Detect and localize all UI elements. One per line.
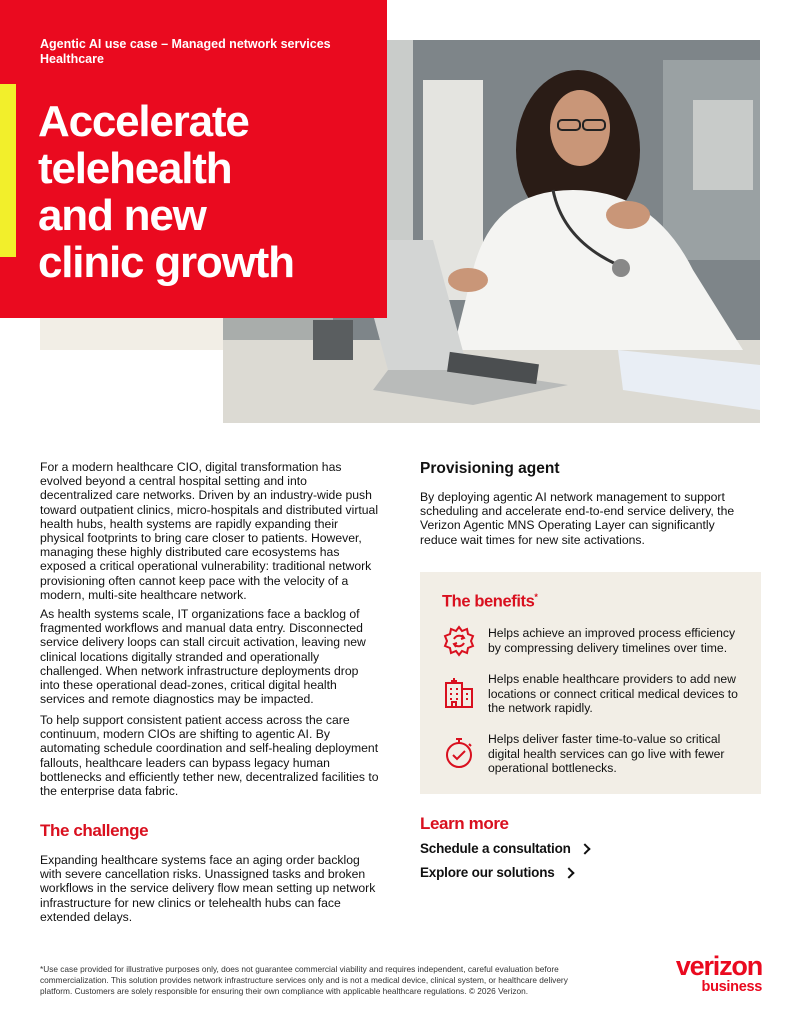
gear-arrows-icon: [442, 624, 476, 658]
eyebrow-label: [40, 37, 370, 67]
logo-wordmark: verizon: [675, 951, 762, 981]
headline-line-4: clinic growth: [38, 238, 294, 287]
schedule-consultation-label: Schedule a consultation: [420, 841, 571, 856]
footnote: *Use case provided for illustrative purposes only, does not guarantee commercial viability and requires independent, careful evaluation before commercialization. This solution provides network infrastructure services only and is not a medical device, clinical system, or healthcare delivery platform. Customers are solely responsible for ensuring their own compliance with applicable healthcare regulations. © 2026 Verizon.: [40, 964, 568, 996]
benefit-text-3: Helps deliver faster time-to-value so critical digital health services can go live with fewer operational bottlenecks.: [488, 732, 725, 775]
schedule-consultation-link[interactable]: [420, 841, 589, 856]
verizon-business-logo: [642, 952, 762, 995]
headline-line-3: and new: [38, 191, 206, 240]
challenge-text: Expanding healthcare systems face an aging order backlog with severe cancellation risks. Unassigned tasks and broken workflows in the service delivery flow mean setting up network infrastructure for new clinics or telehealth hubs can face extended delays.: [40, 853, 376, 924]
chevron-right-icon: [579, 843, 590, 854]
explore-solutions-link[interactable]: [420, 865, 573, 880]
intro-paragraph-1: For a modern healthcare CIO, digital transformation has evolved beyond a central hospital setting and into decentralized care networks. Driven by an industry-wide push toward outpatient clinics, micro-hospitals and distributed virtual health hubs, health systems are rapidly expanding their physical footprints to bring care closer to patients. However, managing these highly distributed care ecosystems has exposed a critical operational vulnerability: traditional network provisioning often cannot keep pace with the velocity of a modern, multi-site healthcare network.: [40, 460, 379, 602]
benefit-text-1: Helps achieve an improved process efficiency by compressing delivery timelines over time.: [488, 626, 736, 655]
stopwatch-check-icon: [442, 736, 476, 770]
provisioning-heading: Provisioning agent: [420, 460, 560, 477]
benefits-panel: [420, 572, 761, 794]
page-title: [38, 98, 378, 286]
eyebrow-line-2: Healthcare: [40, 52, 104, 66]
headline-line-1: Accelerate: [38, 97, 249, 146]
challenge-heading: The challenge: [40, 821, 149, 840]
explore-solutions-label: Explore our solutions: [420, 865, 555, 880]
hospital-building-icon: [442, 675, 476, 709]
benefit-text-2: Helps enable healthcare providers to add new locations or connect critical medical devices to the network rapidly.: [488, 672, 738, 715]
benefits-heading-text: The benefits: [442, 592, 535, 611]
chevron-right-icon: [563, 867, 574, 878]
benefits-footnote-mark: *: [534, 592, 538, 602]
learn-more-heading: Learn more: [420, 814, 509, 833]
eyebrow-line-1: Agentic AI use case – Managed network services: [40, 37, 331, 51]
intro-paragraph-2: As health systems scale, IT organizations face a backlog of fragmented workflows and manual data entry. Disconnected service delivery loops can stall circuit activation, leaving new clinical locations digitally stranded and operationally challenged. When network infrastructure deployments drop into these operational dead-zones, critical digital health services and remote diagnostics may be impacted.: [40, 607, 366, 707]
hero-beige-strip: [40, 318, 223, 350]
yellow-accent-bar: [0, 84, 16, 257]
intro-paragraph-3: To help support consistent patient access across the care continuum, modern CIOs are shifting to agentic AI. By automating schedule coordination and self-healing deployment fallouts, healthcare leaders can bypass legacy human bottlenecks and efficiently tether new, decentralized facilities to the enterprise data fabric.: [40, 713, 379, 799]
benefits-heading: [442, 592, 538, 612]
headline-line-2: telehealth: [38, 144, 232, 193]
logo-subtext: business: [701, 979, 762, 995]
provisioning-text: By deploying agentic AI network management to support scheduling and accelerate end-to-end service delivery, the Verizon Agentic MNS Operating Layer can significantly reduce wait times for new site activations.: [420, 490, 735, 547]
